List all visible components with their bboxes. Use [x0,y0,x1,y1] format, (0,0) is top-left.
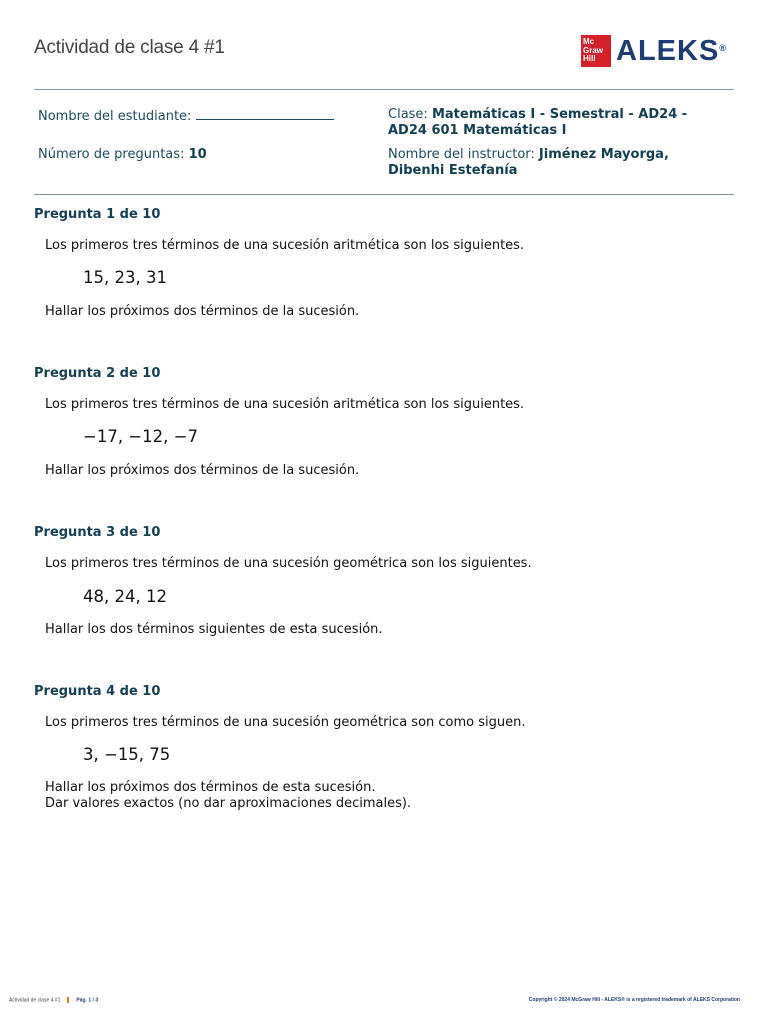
aleks-wordmark: ALEKS® [616,35,726,67]
footer-left: Actividad de clase 4 #1 Pág. 1 / 3 [9,997,99,1004]
question-2-sequence: −17, −12, −7 [83,427,198,446]
question-3-instruction: Hallar los dos términos siguientes de esta sucesión. [45,622,383,637]
question-4-title: Pregunta 4 de 10 [34,684,161,699]
footer-copyright: Copyright © 2024 McGraw Hill - ALEKS® is a registered trademark of ALEKS Corporation [528,997,740,1003]
page-number: Pág. 1 / 3 [76,997,99,1004]
mcgraw-hill-logo: Mc Graw Hill [581,35,611,67]
instructor-info: Nombre del instructor: Jiménez Mayorga, Dibenhi Estefanía [388,147,669,178]
question-3-title: Pregunta 3 de 10 [34,525,161,540]
question-1-instruction: Hallar los próximos dos términos de la sucesión. [45,304,360,319]
question-1-sequence: 15, 23, 31 [83,268,167,287]
question-2-prompt: Los primeros tres términos de una sucesión aritmética son los siguientes. [45,397,525,412]
question-4-sequence: 3, −15, 75 [83,745,171,764]
question-3-sequence: 48, 24, 12 [83,587,167,606]
student-name-field: Nombre del estudiante: [38,107,334,125]
footer-separator [67,997,69,1003]
question-4-instruction: Hallar los próximos dos términos de esta sucesión. Dar valores exactos (no dar aproximaciones decimales). [45,780,412,811]
header-divider [34,89,734,90]
page-title: Actividad de clase 4 #1 [34,37,225,58]
aleks-logo [581,35,726,67]
question-1-title: Pregunta 1 de 10 [34,207,161,222]
question-2-instruction: Hallar los próximos dos términos de la sucesión. [45,463,360,478]
info-divider [34,194,734,195]
class-info: Clase: Matemáticas I - Semestral - AD24 - AD24 601 Matemáticas I [388,107,688,138]
question-4-prompt: Los primeros tres términos de una sucesión geométrica son como siguen. [45,715,526,730]
question-3-prompt: Los primeros tres términos de una sucesión geométrica son los siguientes. [45,556,532,571]
question-count: Número de preguntas: 10 [38,147,207,162]
question-1-prompt: Los primeros tres términos de una sucesión aritmética son los siguientes. [45,238,525,253]
question-2-title: Pregunta 2 de 10 [34,366,161,381]
student-name-blank[interactable] [196,107,334,120]
